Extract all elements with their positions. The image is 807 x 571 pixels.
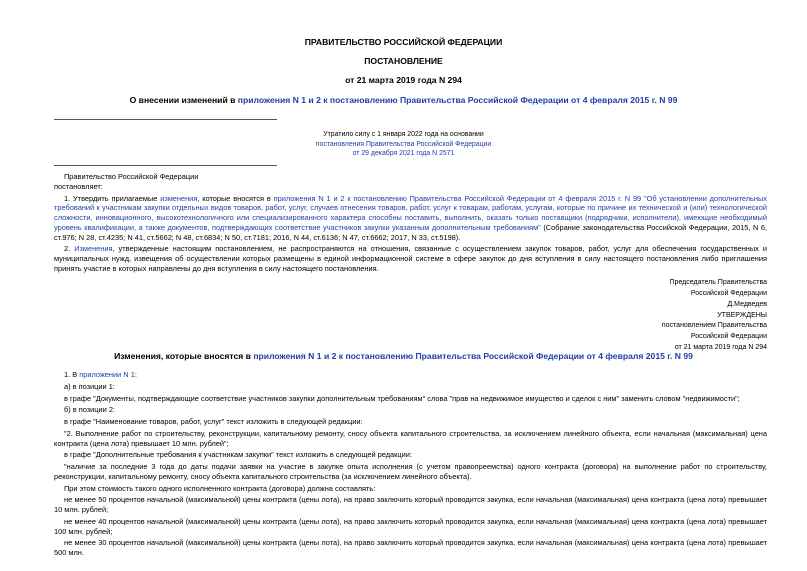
item-2-link[interactable]: Изменения [74,244,113,254]
changes-para-8: "наличие за последние 3 года до даты подачи заявки на участие в закупке опыта исполнения (с учетом правопреемства) одного контракта (договора) на выполнение работ по строительству, реконструкции, капитальному ремонту, сносу объекта капитального строительства (за исключением линейного объекта). [54,462,767,481]
approved-line2: постановлением Правительства [661,322,767,330]
preamble-line1: Правительство Российской Федерации [64,172,199,181]
approved-line1: УТВЕРЖДЕНЫ [717,311,767,319]
changes-item-1-text-b: : [134,370,137,379]
preamble-block [54,172,767,274]
divider-line-2 [54,165,277,166]
changes-para-5: в графе "Наименование товаров, работ, услуг" текст изложить в следующей редакции: [64,417,363,427]
changes-title-text: Изменения, которые вносятся в [114,351,254,361]
item-1 [54,194,767,243]
changes-sub-b: б) в позиции 2: [64,405,115,415]
changes-para-7: в графе "Дополнительные требования к участникам закупки" текст изложить в следующей редакции: [64,450,412,460]
signature-line1: Председатель Правительства [669,279,767,286]
changes-para-12: не менее 30 процентов начальной (максимальной) цены контракта (цены лота), на право заключить который проводится закупка, если начальная (максимальная) цена контракта (цена лота) превышает 500 млн. [54,538,767,558]
changes-item-1-text-a: 1. В [64,370,80,379]
changes-item-1 [54,370,767,380]
changes-sub-a: а) в позиции 1: [64,381,115,391]
title-link[interactable]: приложения N 1 и 2 к постановлению Правительства Российской Федерации от 4 февраля 2015 г. N 99 [237,95,678,105]
status-note-date-link[interactable]: от 29 декабря 2021 года N 2571 [352,150,455,158]
approved-line4: от 21 марта 2019 года N 294 [674,344,767,352]
date-number-heading: от 21 марта 2019 года N 294 [345,75,462,85]
changes-title-link[interactable]: приложения N 1 и 2 к постановлению Правительства Российской Федерации от 4 февраля 2015 г. N 99 [253,351,693,361]
changes-para-9: При этом стоимость такого одного исполненного контракта (договора) должна составлять: [64,483,376,493]
status-note [0,130,807,159]
signature-name: Д.Медведев [727,300,767,308]
changes-para-10: не менее 50 процентов начальной (максимальной) цены контракта (цены лота), на право заключить который проводится закупка, если начальная (максимальная) цена контракта (цена лота) превышает 10 млн. рублей; [54,495,767,515]
preamble-line2: постановляет: [54,181,103,191]
item-1-link-appendices[interactable]: приложения N 1 и 2 к постановлению Правительства Российской Федерации от 4 февраля 2015 г. N 99 "Об установлении дополнительных требований к участникам закупки отдельных видов товаров, работ, услуг, случаев отнесения товаров, работ, услуг к товарам, работам, услугам, которые по причине их технической и (или) технологической сложности, инновационного, высокотехнологичного или специализированного характера способны поставить, выполнить, оказать только поставщики (подрядчики, исполнители), имеющие необходимый уровень квалификации, а также документов, подтверждающих соответствие участников закупки указанным дополнительным требованиям" [54,193,767,232]
title-text: О внесении изменений в [129,95,238,105]
item-1-text-b: , которые вносятся в [197,193,274,203]
changes-para-3: в графе "Документы, подтверждающие соответствие участников закупки дополнительным требованиям" слова "прав на недвижимое имущество и сделок с ним" заменить словом "недвижимости"; [64,393,740,403]
signature-line2: Российской Федерации [690,289,767,297]
changes-item-1-link[interactable]: приложении N 1 [79,370,135,379]
changes-para-6: "2. Выполнение работ по строительству, реконструкции, капитальному ремонту, сносу объекта капитального строительства, за исключением линейного объекта, если начальная (максимальная) цена контракта (цена лота) превышает 10 млн. рублей"; [54,428,767,448]
item-2-text-a: 2. [64,244,75,254]
item-2-text-b: , утвержденные настоящим постановлением, не распространяются на отношения, связанные с осуществлением закупок товаров, работ, услуг для обеспечения государственных и муниципальных нужд, извещения об осуществлении которых размещены в единой информационной системе в сфере закупок до дня вступления в силу настоящего постановления либо приглашения принять участие в которых направлены до дня вступления в силу настоящего постановления. [54,244,768,273]
status-note-link[interactable]: постановления Правительства Российской Федерации [315,140,492,148]
document-title [0,95,807,106]
changes-title [0,351,807,362]
item-2 [54,244,767,273]
item-1-link-changes[interactable]: изменения [160,193,198,203]
doc-type-heading: ПОСТАНОВЛЕНИЕ [364,56,443,66]
signature-block [662,278,767,354]
approved-line3: Российской Федерации [690,333,767,341]
status-note-line1: Утратило силу с 1 января 2022 года на основании [323,131,484,138]
item-1-text-a: 1. Утвердить прилагаемые [64,193,161,203]
changes-para-11: не менее 40 процентов начальной (максимальной) цены контракта (цены лота), на право заключить который проводится закупка, если начальная (максимальная) цена контракта (цена лота) превышает 100 млн. рублей; [54,516,767,536]
divider-line [54,119,277,120]
item-1-text-c: (Собрание законодательства Российской Федерации, 2015, N 6, ст.976; N 28, ст.4235; N 41, ст.5662; N 48, ст.6834; N 50, ст.7181; 2016, N 44, ст.6136; N 47, ст.6662; 2017, N 33, ст.5198). [54,222,767,242]
government-heading: ПРАВИТЕЛЬСТВО РОССИЙСКОЙ ФЕДЕРАЦИИ [304,37,503,47]
changes-block [54,370,767,558]
